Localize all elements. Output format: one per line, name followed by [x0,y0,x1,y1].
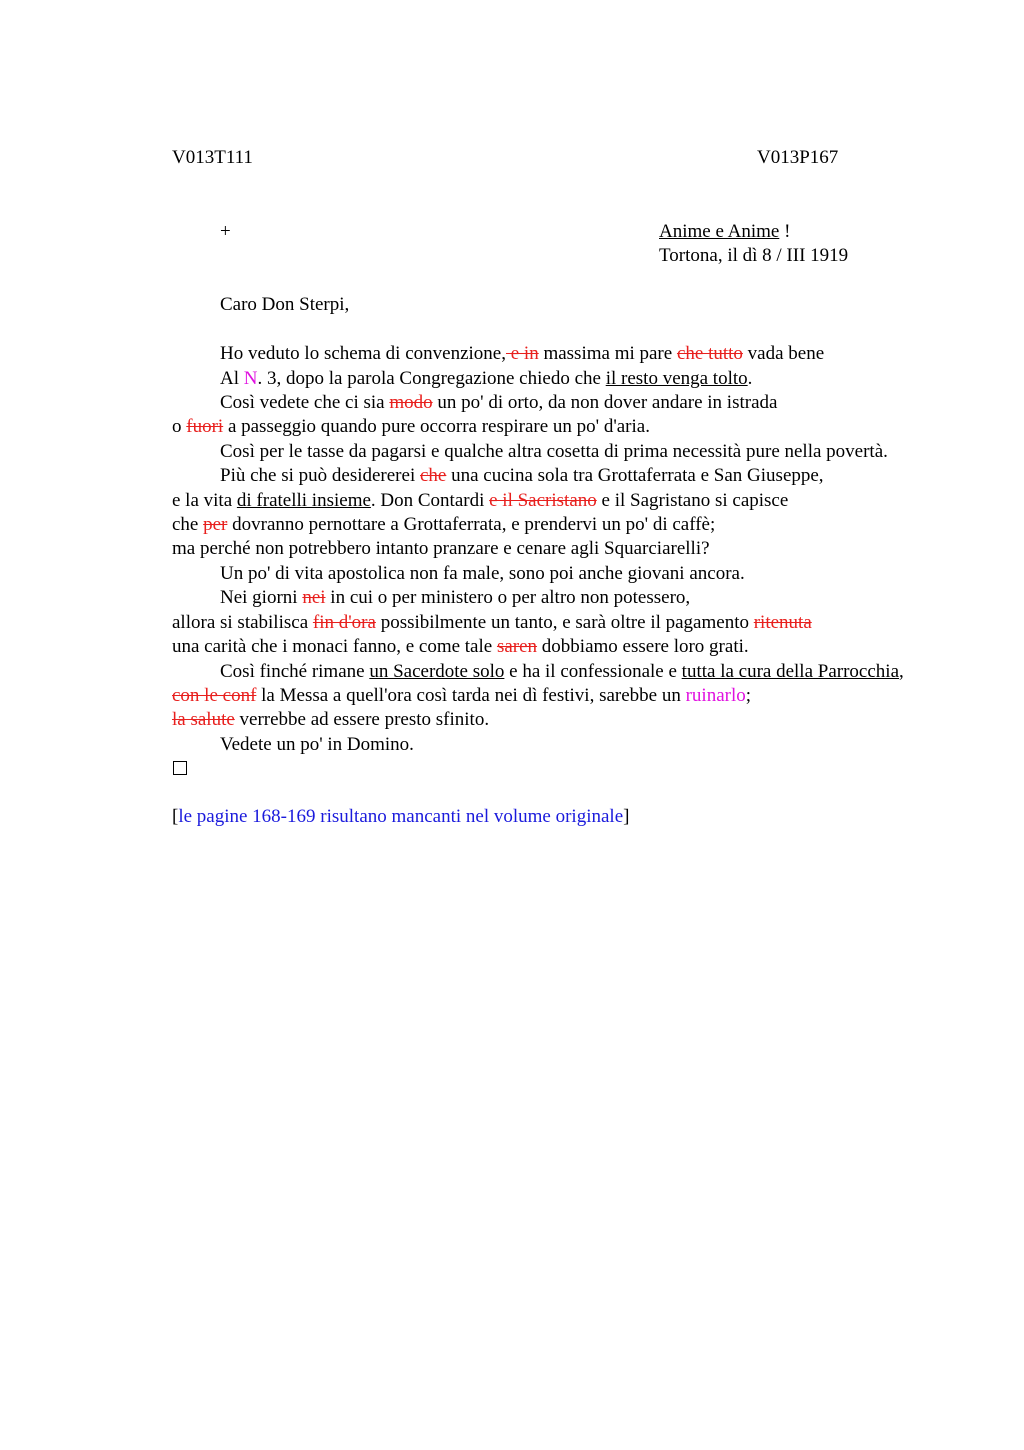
body-line [172,708,489,732]
underlined-text: il resto venga tolto [605,368,748,389]
deleted-text: e il Sacristano [489,490,597,511]
deleted-text: fin d'ora [312,612,376,633]
deleted-text: saren [496,636,538,657]
underlined-text: tutta la cura della Parrocchia [681,661,900,682]
deleted-text: modo [389,392,433,413]
letter-title-suffix: ! [779,221,791,242]
body-line [220,391,777,415]
checkbox-square-icon [173,761,187,775]
body-line [172,513,715,537]
right-code: V013P167 [757,147,839,168]
left-code: V013T111 [172,147,253,168]
salutation: Caro Don Sterpi, [220,294,350,315]
note-text: le pagine 168-169 risultano mancanti nel volume originale [178,806,624,827]
text-segment: allora si stabilisca [172,612,313,633]
text-segment: , [899,661,904,682]
deleted-text: la salute [172,709,235,730]
deleted-text: nei [302,587,326,608]
text-segment: Un po' di vita apostolica non fa male, sono poi anche giovani ancora. [220,563,745,584]
body-line [220,464,824,488]
empty-checkbox [173,761,187,777]
place-date: Tortona, il dì 8 / III 1919 [659,245,849,266]
body-line [220,733,414,757]
highlighted-text: N [243,368,258,389]
text-segment: possibilmente un tanto, e sarà oltre il pagamento [375,612,754,633]
text-segment: Al [220,368,244,389]
note-close-bracket: ] [623,806,630,827]
body-line [220,440,888,464]
text-segment: che [172,514,204,535]
text-segment: Così vedete che ci sia [220,392,390,413]
body-line [172,684,751,708]
text-segment: . Don Contardi [370,490,490,511]
text-segment: . 3, dopo la parola Congregazione chiedo che [257,368,606,389]
body-line [220,367,752,391]
text-segment: vada bene [742,343,825,364]
text-segment: Vedete un po' in Domino. [220,734,414,755]
body-line [220,586,690,610]
text-segment: Ho veduto lo schema di convenzione, [220,343,506,364]
deleted-text: che tutto [676,343,743,364]
text-segment: o [172,416,187,437]
text-segment: e il Sagristano si capisce [596,490,789,511]
text-segment: Così finché rimane [220,661,370,682]
text-segment: Più che si può desidererei [220,465,420,486]
text-segment: massima mi pare [538,343,677,364]
body-line [220,562,745,586]
editor-note [172,805,629,829]
text-segment: ; [745,685,752,706]
deleted-text: per [203,514,228,535]
text-segment: dovranno pernottare a Grottaferrata, e prendervi un po' di caffè; [227,514,716,535]
text-segment: e ha il confessionale e [504,661,682,682]
underlined-text: un Sacerdote solo [369,661,505,682]
deleted-text: con le conf [172,685,257,706]
body-line [172,489,788,513]
text-segment: Così per le tasse da pagarsi e qualche altra cosetta di prima necessità pure nella povertà. [220,441,888,462]
body-line [172,537,710,561]
text-segment: un po' di orto, da non dover andare in istrada [432,392,778,413]
text-segment: in cui o per ministero o per altro non potessero, [325,587,691,608]
body-line [172,611,812,635]
body-line [172,415,650,439]
text-segment: verrebbe ad essere presto sfinito. [234,709,490,730]
letter-title-underlined: Anime e Anime [659,221,780,242]
text-segment: una cucina sola tra Grottaferrata e San Giuseppe, [446,465,824,486]
deleted-text: ritenuta [753,612,812,633]
body-line [220,660,904,684]
letter-title [659,220,790,244]
text-segment: dobbiamo essere loro grati. [537,636,749,657]
deleted-text: e in [505,343,539,364]
note-open-bracket: [ [172,806,179,827]
text-segment: una carità che i monaci fanno, e come tale [172,636,497,657]
text-segment: a passeggio quando pure occorra respirare un po' d'aria. [223,416,650,437]
highlighted-text: ruinarlo [685,685,746,706]
deleted-text: fuori [186,416,224,437]
body-line [172,635,749,659]
text-segment: e la vita [172,490,237,511]
text-segment: ma perché non potrebbero intanto pranzare e cenare agli Squarciarelli? [172,538,710,559]
text-segment: la Messa a quell'ora così tarda nei dì festivi, sarebbe un [256,685,686,706]
underlined-text: di fratelli insieme [236,490,371,511]
text-segment: Nei giorni [220,587,303,608]
text-segment: . [747,368,753,389]
body-line [220,342,824,366]
cross-mark: + [220,221,231,242]
deleted-text: che [419,465,447,486]
